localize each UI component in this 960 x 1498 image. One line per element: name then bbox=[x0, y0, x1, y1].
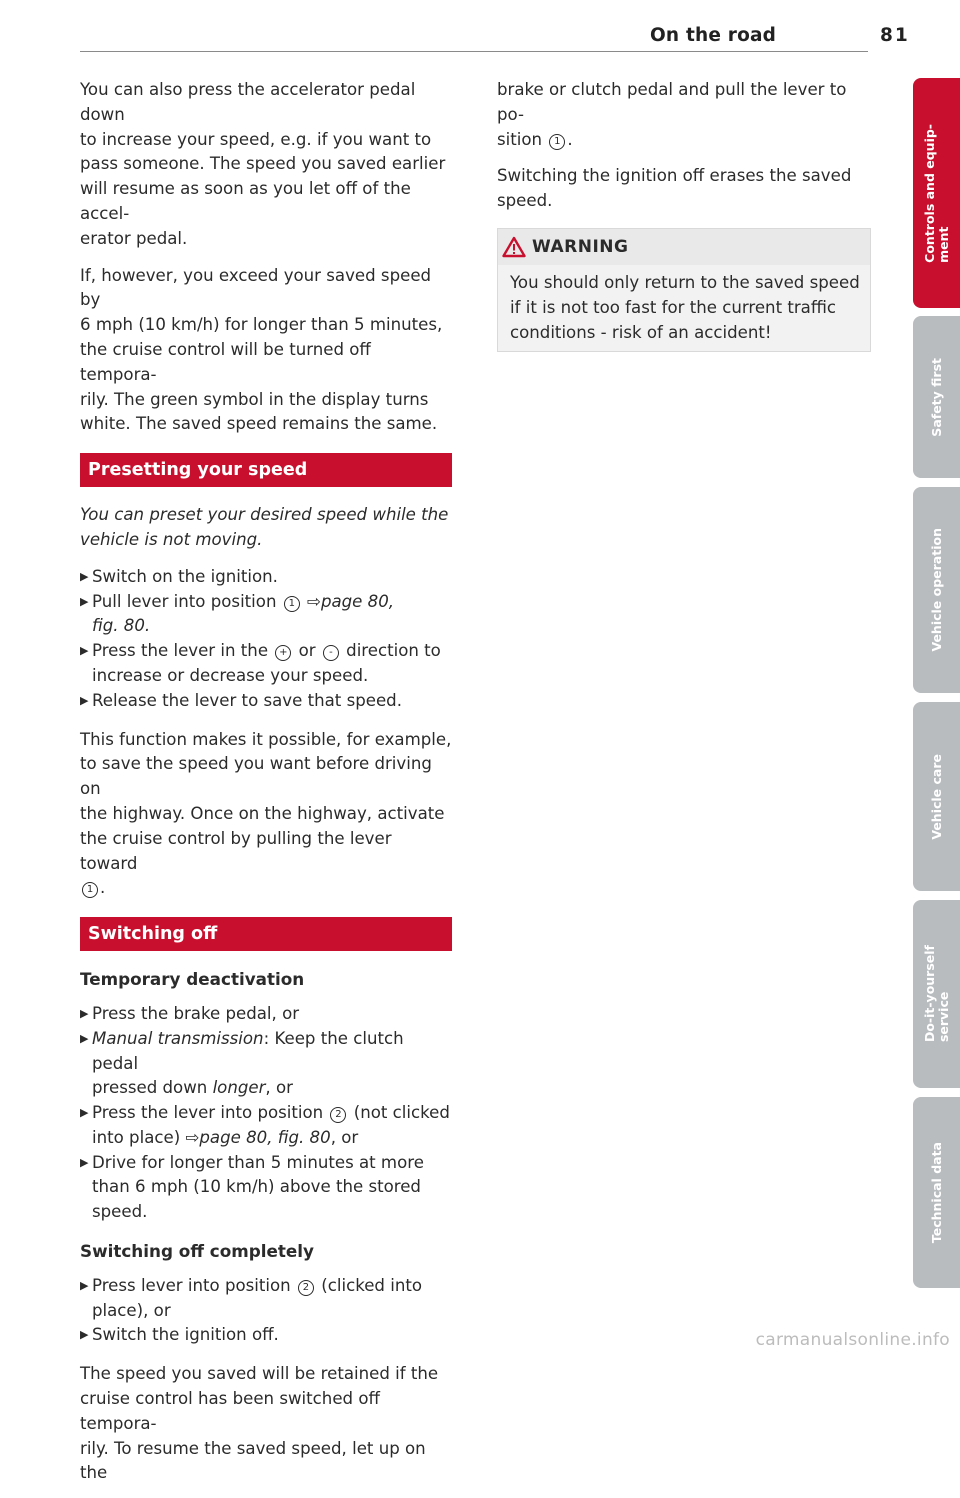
position-1-icon: 1 bbox=[284, 596, 300, 612]
paragraph-highway: This function makes it possible, for example, to save the speed you want before driving on the highway. Once on the highway, activate the cruise control by pulling the lever toward 1 . bbox=[80, 729, 452, 898]
running-header-section: On the road bbox=[650, 25, 777, 46]
temporary-steps bbox=[80, 1002, 452, 1225]
reference-arrow-icon: ⇨ bbox=[185, 1127, 200, 1147]
warning-triangle-icon bbox=[502, 236, 526, 258]
paragraph-retained: The speed you saved will be retained if the cruise control has been switched off tempora- rily. To resume the saved speed, let up on the bbox=[80, 1364, 439, 1483]
left-column bbox=[80, 78, 452, 1498]
presetting-steps bbox=[80, 565, 452, 714]
right-column bbox=[497, 78, 869, 352]
warning-text: You should only return to the saved speed if it is not too fast for the current traffic conditions - risk of an accident! bbox=[498, 265, 870, 351]
watermark: carmanualsonline.info bbox=[755, 1330, 950, 1351]
page-number: 81 bbox=[880, 25, 910, 46]
bullet-triangle-icon: ▶ bbox=[80, 1106, 89, 1120]
list-item: ▶ Switch the ignition off. bbox=[80, 1323, 452, 1348]
position-2-icon: 2 bbox=[298, 1280, 314, 1296]
tab-controls-and-equipment[interactable]: Controls and equip- ment bbox=[913, 78, 960, 308]
list-item: ▶ Manual transmission: Keep the clutch pedal pressed down longer, or bbox=[80, 1028, 404, 1098]
cross-reference-link[interactable]: page 80, bbox=[320, 591, 395, 611]
position-1-icon: 1 bbox=[549, 134, 565, 150]
tab-do-it-yourself-service[interactable]: Do-it-yourself service bbox=[913, 900, 960, 1088]
cross-reference-link[interactable]: page 80, fig. 80 bbox=[199, 1127, 331, 1147]
bullet-triangle-icon: ▶ bbox=[80, 569, 89, 583]
bullet-triangle-icon: ▶ bbox=[80, 1278, 89, 1292]
section-heading-presetting: Presetting your speed bbox=[80, 453, 452, 487]
subheading-temporary: Temporary deactivation bbox=[80, 969, 305, 990]
bullet-triangle-icon: ▶ bbox=[80, 1006, 89, 1020]
completely-steps bbox=[80, 1274, 452, 1348]
tab-technical-data[interactable]: Technical data bbox=[913, 1097, 960, 1288]
position-1-icon: 1 bbox=[82, 882, 98, 898]
paragraph-accelerator: You can also press the accelerator pedal down to increase your speed, e.g. if you want to pass someone. The speed you saved earlier will resume as soon as you let off of the accel- erator pedal. bbox=[80, 80, 446, 248]
bullet-triangle-icon: ▶ bbox=[80, 693, 89, 707]
bullet-triangle-icon: ▶ bbox=[80, 1155, 89, 1169]
list-item: ▶ Press the lever in the + or - direction to increase or decrease your speed. bbox=[80, 641, 441, 685]
list-item: ▶ Switch on the ignition. bbox=[80, 565, 452, 590]
paragraph-exceed-speed: If, however, you exceed your saved speed by 6 mph (10 km/h) for longer than 5 minutes, the cruise control will be turned off tempora- rily. The green symbol in the display turns white. The saved speed remains the same. bbox=[80, 265, 443, 434]
section-heading-switching-off: Switching off bbox=[80, 917, 452, 951]
bullet-triangle-icon: ▶ bbox=[80, 594, 89, 608]
bullet-triangle-icon: ▶ bbox=[80, 1031, 89, 1045]
tab-vehicle-operation[interactable]: Vehicle operation bbox=[913, 487, 960, 693]
list-item: ▶ Press the brake pedal, or bbox=[80, 1002, 452, 1027]
subheading-completely: Switching off completely bbox=[80, 1241, 314, 1262]
section-intro: You can preset your desired speed while the vehicle is not moving. bbox=[80, 505, 449, 549]
reference-arrow-icon: ⇨ bbox=[307, 591, 321, 611]
list-item: ▶ Drive for longer than 5 minutes at more than 6 mph (10 km/h) above the stored speed. bbox=[80, 1152, 424, 1222]
warning-header bbox=[498, 229, 870, 265]
minus-circle-icon: - bbox=[323, 645, 339, 661]
tab-safety-first[interactable]: Safety first bbox=[913, 316, 960, 478]
list-item: ▶ Release the lever to save that speed. bbox=[80, 689, 452, 714]
list-item: ▶ Press the lever into position 2 (not clicked into place) ⇨page 80, fig. 80, or bbox=[80, 1103, 450, 1147]
bullet-triangle-icon: ▶ bbox=[80, 1328, 89, 1342]
paragraph-continued: brake or clutch pedal and pull the lever to po- sition 1 . bbox=[497, 80, 847, 149]
warning-box bbox=[497, 228, 871, 352]
bullet-triangle-icon: ▶ bbox=[80, 644, 89, 658]
header-rule bbox=[80, 51, 868, 52]
list-item: ▶ Press lever into position 2 (clicked into place), or bbox=[80, 1275, 423, 1320]
paragraph-ignition-off: Switching the ignition off erases the saved speed. bbox=[497, 166, 852, 211]
warning-title: WARNING bbox=[532, 236, 629, 257]
tab-vehicle-care[interactable]: Vehicle care bbox=[913, 702, 960, 891]
plus-circle-icon: + bbox=[275, 645, 291, 661]
position-2-icon: 2 bbox=[330, 1107, 346, 1123]
list-item: ▶ Pull lever into position 1 ⇨page 80, fig. 80. bbox=[80, 591, 395, 636]
